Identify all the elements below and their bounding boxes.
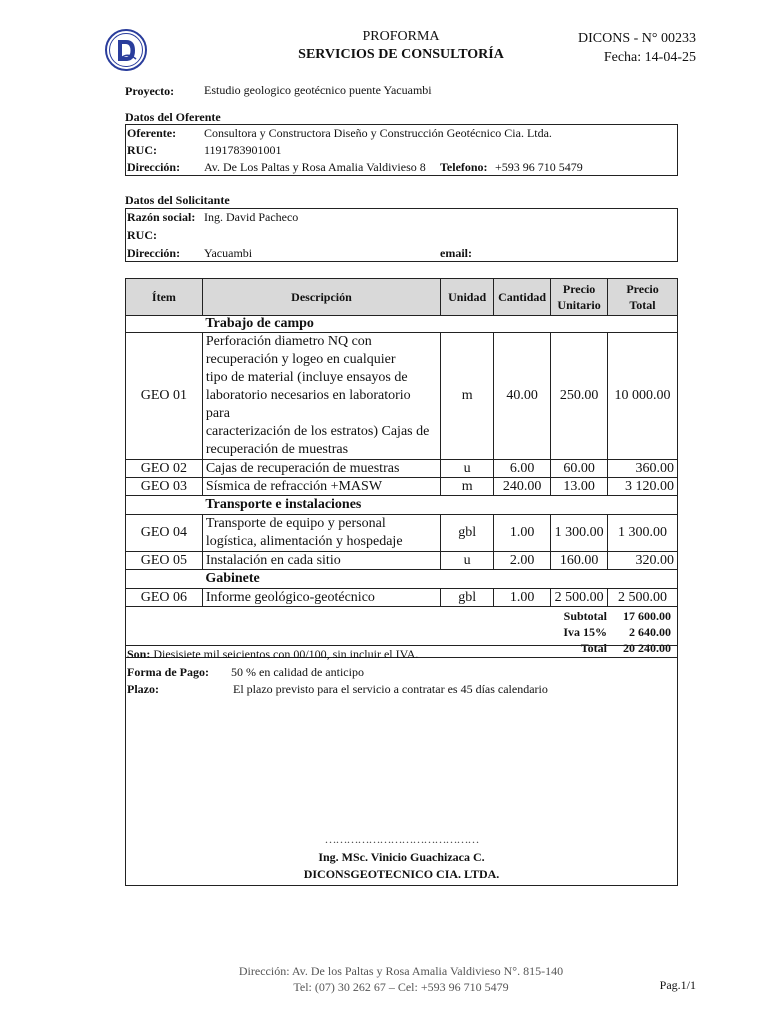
- cell-item: GEO 02: [126, 460, 203, 478]
- section-title: Gabinete: [202, 570, 677, 589]
- cell-precio-total: 2 500.00: [608, 589, 678, 607]
- cell-descripcion: Informe geológico-geotécnico: [202, 589, 440, 607]
- items-table: [125, 278, 678, 658]
- iva-label: Iva 15%: [563, 625, 607, 639]
- solicitante-ruc-label: RUC:: [127, 228, 157, 242]
- pago-value: 50 % en calidad de anticipo: [231, 665, 364, 679]
- plazo-value: El plazo previsto para el servicio a contratar es 45 días calendario: [233, 682, 548, 696]
- oferente-ruc-value: 1191783901001: [204, 143, 282, 157]
- desc-line: tipo de material (incluye ensayos de: [205, 370, 408, 385]
- project-value: Estudio geologico geotécnico puente Yacuambi: [204, 83, 432, 97]
- table-row: [126, 478, 678, 496]
- desc-line: Transporte de equipo y personal: [205, 516, 386, 531]
- cell-precio-unitario: 160.00: [551, 552, 608, 570]
- cell-unidad: u: [441, 460, 494, 478]
- header-precio-unitario: [551, 279, 608, 316]
- cell-item: GEO 05: [126, 552, 203, 570]
- cell-precio-total: 10 000.00: [608, 333, 678, 460]
- subtotal-label: Subtotal: [563, 609, 607, 623]
- cell-item: GEO 04: [126, 515, 203, 552]
- table-row: [126, 589, 678, 607]
- header-unidad: Unidad: [441, 279, 494, 316]
- section-title: Trabajo de campo: [202, 316, 677, 333]
- oferente-label: Oferente:: [127, 126, 177, 140]
- oferente-telefono-label: Telefono:: [440, 160, 488, 174]
- cell-item: GEO 06: [126, 589, 203, 607]
- header-descripcion: Descripción: [202, 279, 440, 316]
- cell-precio-total: 320.00: [608, 552, 678, 570]
- document-date: Fecha: 14-04-25: [603, 50, 696, 65]
- cell-unidad: m: [441, 478, 494, 496]
- cell-unidad: u: [441, 552, 494, 570]
- cell-descripcion: Sísmica de refracción +MASW: [202, 478, 440, 496]
- desc-line: recuperación y logeo en cualquier: [205, 352, 396, 367]
- page-number: Pag.1/1: [659, 978, 696, 992]
- oferente-direccion-value: Av. De Los Paltas y Rosa Amalia Valdivieso 8: [204, 160, 426, 174]
- total-value: 20 240.00: [623, 641, 671, 655]
- signatory-name: Ing. MSc. Vinicio Guachizaca C.: [318, 850, 485, 864]
- solicitante-section-title: Datos del Solicitante: [125, 193, 230, 207]
- desc-line: logística, alimentación y hospedaje: [205, 534, 403, 549]
- solicitante-direccion-value: Yacuambi: [204, 246, 253, 260]
- oferente-direccion-label: Dirección:: [127, 160, 181, 174]
- oferente-section-title: Datos del Oferente: [125, 110, 221, 124]
- header-precio-total-line1: Precio: [626, 282, 659, 296]
- cell-descripcion: Instalación en cada sitio: [202, 552, 440, 570]
- header-precio-total: [608, 279, 678, 316]
- cell-cantidad: 6.00: [494, 460, 551, 478]
- cell-precio-total: 3 120.00: [608, 478, 678, 496]
- cell-descripcion: [202, 333, 440, 460]
- oferente-value: Consultora y Constructora Diseño y Construcción Geotécnico Cia. Ltda.: [204, 126, 552, 140]
- cell-cantidad: 40.00: [494, 333, 551, 460]
- cell-unidad: m: [441, 333, 494, 460]
- desc-line: laboratorio necesarios en laboratorio para: [205, 388, 411, 421]
- pago-label: Forma de Pago:: [127, 665, 209, 679]
- cell-precio-unitario: 60.00: [551, 460, 608, 478]
- oferente-ruc-label: RUC:: [127, 143, 157, 157]
- section-row: [126, 570, 678, 589]
- son-label: Son:: [127, 647, 151, 661]
- cell-cantidad: 1.00: [494, 589, 551, 607]
- plazo-label: Plazo:: [127, 682, 159, 696]
- desc-line: caracterización de los estratos) Cajas de: [205, 424, 430, 439]
- header-cantidad: Cantidad: [494, 279, 551, 316]
- section-row: [126, 496, 678, 515]
- cell-cantidad: 1.00: [494, 515, 551, 552]
- header-item: Ítem: [126, 279, 203, 316]
- document-title: PROFORMA: [362, 29, 440, 44]
- cell-item: GEO 01: [126, 333, 203, 460]
- cell-item: GEO 03: [126, 478, 203, 496]
- document-subtitle: SERVICIOS DE CONSULTORÍA: [298, 47, 504, 62]
- section-title: Transporte e instalaciones: [202, 496, 677, 515]
- table-header-row: [126, 279, 678, 316]
- solicitante-direccion-label: Dirección:: [127, 246, 181, 260]
- table-row: [126, 333, 678, 460]
- total-label: Total: [580, 641, 607, 655]
- cell-cantidad: 240.00: [494, 478, 551, 496]
- section-row: [126, 316, 678, 333]
- table-row: [126, 460, 678, 478]
- desc-line: Perforación diametro NQ con: [205, 334, 372, 349]
- son-value: Diesisiete mil seicientos con 00/100, sin incluir el IVA.: [153, 647, 419, 661]
- solicitante-email-label: email:: [440, 246, 472, 260]
- signature-line: ……………………………………: [324, 832, 479, 846]
- document-number: DICONS - N° 00233: [578, 31, 696, 46]
- cell-descripcion: Cajas de recuperación de muestras: [202, 460, 440, 478]
- header-precio-unitario-line2: Unitario: [557, 298, 601, 312]
- cell-cantidad: 2.00: [494, 552, 551, 570]
- solicitante-razon-value: Ing. David Pacheco: [204, 210, 299, 224]
- project-label: Proyecto:: [125, 84, 175, 98]
- table-row: [126, 552, 678, 570]
- son-line: [127, 647, 418, 662]
- cell-precio-unitario: 2 500.00: [551, 589, 608, 607]
- cell-precio-unitario: 13.00: [551, 478, 608, 496]
- header-precio-unitario-line1: Precio: [562, 282, 596, 296]
- cell-precio-total: 1 300.00: [608, 515, 678, 552]
- cell-precio-total: 360.00: [608, 460, 678, 478]
- signatory-company: DICONSGEOTECNICO CIA. LTDA.: [303, 867, 500, 881]
- solicitante-razon-label: Razón social:: [127, 210, 196, 224]
- cell-descripcion: [202, 515, 440, 552]
- desc-line: recuperación de muestras: [205, 442, 349, 457]
- footer-address: Dirección: Av. De los Paltas y Rosa Amalia Valdivieso N°. 815-140: [238, 964, 564, 978]
- cell-precio-unitario: 250.00: [551, 333, 608, 460]
- cell-unidad: gbl: [441, 515, 494, 552]
- footer-phone: Tel: (07) 30 262 67 – Cel: +593 96 710 5479: [293, 980, 509, 994]
- table-row: [126, 515, 678, 552]
- iva-value: 2 640.00: [629, 625, 671, 639]
- oferente-telefono-value: +593 96 710 5479: [495, 160, 583, 174]
- subtotal-value: 17 600.00: [623, 609, 671, 623]
- cell-precio-unitario: 1 300.00: [551, 515, 608, 552]
- header-precio-total-line2: Total: [629, 298, 656, 312]
- cell-unidad: gbl: [441, 589, 494, 607]
